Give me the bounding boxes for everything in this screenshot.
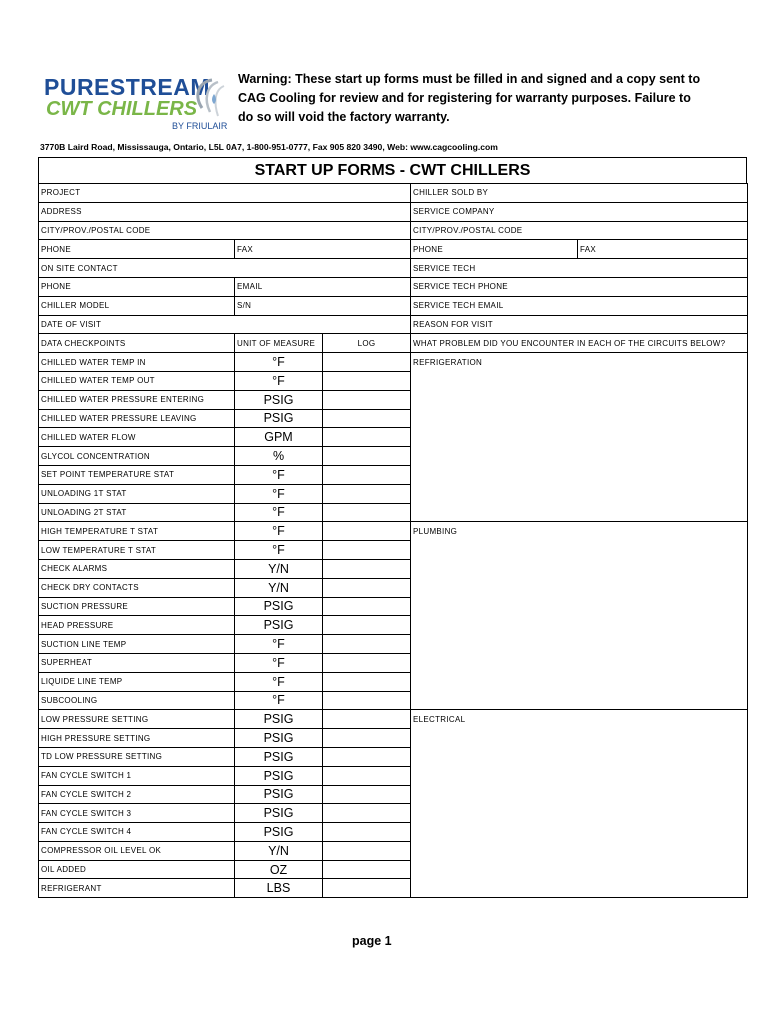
unit-of-measure: PSIG: [235, 616, 323, 635]
unit-of-measure: Y/N: [235, 559, 323, 578]
checkpoint-label: CHECK ALARMS: [39, 559, 235, 578]
log-entry-field[interactable]: [323, 353, 411, 372]
unit-of-measure: °F: [235, 653, 323, 672]
checkpoint-label: COMPRESSOR OIL LEVEL OK: [39, 841, 235, 860]
service-phone-field[interactable]: PHONE: [411, 240, 578, 259]
checkpoint-label: REFRIGERANT: [39, 879, 235, 898]
checkpoint-row: [39, 710, 748, 729]
log-entry-field[interactable]: [323, 597, 411, 616]
unit-of-measure: °F: [235, 691, 323, 710]
log-entry-field[interactable]: [323, 428, 411, 447]
checkpoint-label: SUBCOOLING: [39, 691, 235, 710]
startup-form-table: [38, 183, 748, 898]
data-checkpoints-header: DATA CHECKPOINTS: [39, 334, 235, 353]
form-row: [39, 315, 748, 334]
log-entry-field[interactable]: [323, 541, 411, 560]
checkpoint-label: GLYCOL CONCENTRATION: [39, 447, 235, 466]
form-row: [39, 259, 748, 278]
unit-of-measure: PSIG: [235, 710, 323, 729]
checkpoint-label: SUCTION PRESSURE: [39, 597, 235, 616]
log-entry-field[interactable]: [323, 710, 411, 729]
unit-of-measure: PSIG: [235, 597, 323, 616]
service-tech-email-field[interactable]: SERVICE TECH EMAIL: [411, 296, 748, 315]
checkpoint-label: LOW TEMPERATURE T STAT: [39, 541, 235, 560]
checkpoints-header-row: [39, 334, 748, 353]
unit-of-measure: %: [235, 447, 323, 466]
log-entry-field[interactable]: [323, 371, 411, 390]
checkpoint-label: SUCTION LINE TEMP: [39, 635, 235, 654]
form-row: [39, 240, 748, 259]
log-entry-field[interactable]: [323, 409, 411, 428]
checkpoint-label: FAN CYCLE SWITCH 1: [39, 766, 235, 785]
unit-of-measure: PSIG: [235, 823, 323, 842]
logo-maker-text: BY FRIULAIR: [172, 121, 228, 131]
log-entry-field[interactable]: [323, 635, 411, 654]
unit-of-measure: Y/N: [235, 841, 323, 860]
checkpoint-label: TD LOW PRESSURE SETTING: [39, 747, 235, 766]
unit-of-measure: °F: [235, 484, 323, 503]
address-field[interactable]: ADDRESS: [39, 202, 411, 221]
unit-of-measure: PSIG: [235, 729, 323, 748]
checkpoint-label: HEAD PRESSURE: [39, 616, 235, 635]
log-header: LOG: [323, 334, 411, 353]
refrigeration-notes[interactable]: REFRIGERATION: [411, 353, 748, 522]
checkpoint-label: UNLOADING 1T STAT: [39, 484, 235, 503]
log-entry-field[interactable]: [323, 484, 411, 503]
log-entry-field[interactable]: [323, 672, 411, 691]
log-entry-field[interactable]: [323, 729, 411, 748]
unit-of-measure-header: UNIT OF MEASURE: [235, 334, 323, 353]
service-fax-field[interactable]: FAX: [578, 240, 748, 259]
log-entry-field[interactable]: [323, 578, 411, 597]
on-site-contact-field[interactable]: ON SITE CONTACT: [39, 259, 411, 278]
serial-number-field[interactable]: S/N: [235, 296, 411, 315]
unit-of-measure: °F: [235, 541, 323, 560]
project-field[interactable]: PROJECT: [39, 184, 411, 203]
checkpoint-label: HIGH TEMPERATURE T STAT: [39, 522, 235, 541]
checkpoint-label: OIL ADDED: [39, 860, 235, 879]
checkpoint-label: CHECK DRY CONTACTS: [39, 578, 235, 597]
electrical-notes[interactable]: ELECTRICAL: [411, 710, 748, 898]
phone-field[interactable]: PHONE: [39, 240, 235, 259]
page-number: page 1: [352, 934, 392, 948]
checkpoint-label: CHILLED WATER TEMP IN: [39, 353, 235, 372]
log-entry-field[interactable]: [323, 616, 411, 635]
log-entry-field[interactable]: [323, 503, 411, 522]
log-entry-field[interactable]: [323, 691, 411, 710]
unit-of-measure: PSIG: [235, 804, 323, 823]
contact-phone-field[interactable]: PHONE: [39, 277, 235, 296]
unit-of-measure: °F: [235, 522, 323, 541]
service-tech-phone-field[interactable]: SERVICE TECH PHONE: [411, 277, 748, 296]
checkpoint-label: FAN CYCLE SWITCH 2: [39, 785, 235, 804]
log-entry-field[interactable]: [323, 522, 411, 541]
log-entry-field[interactable]: [323, 804, 411, 823]
unit-of-measure: °F: [235, 503, 323, 522]
unit-of-measure: OZ: [235, 860, 323, 879]
log-entry-field[interactable]: [323, 785, 411, 804]
unit-of-measure: °F: [235, 465, 323, 484]
log-entry-field[interactable]: [323, 860, 411, 879]
checkpoint-label: CHILLED WATER FLOW: [39, 428, 235, 447]
logo-brand-text: PURESTREAM: [44, 74, 211, 100]
logo-swirl-icon: [188, 74, 236, 124]
plumbing-notes[interactable]: PLUMBING: [411, 522, 748, 710]
checkpoint-label: FAN CYCLE SWITCH 3: [39, 804, 235, 823]
logo-product-text: CWT CHILLERS: [46, 98, 198, 120]
log-entry-field[interactable]: [323, 447, 411, 466]
log-entry-field[interactable]: [323, 823, 411, 842]
unit-of-measure: °F: [235, 353, 323, 372]
unit-of-measure: PSIG: [235, 747, 323, 766]
form-row: [39, 202, 748, 221]
date-of-visit-field[interactable]: DATE OF VISIT: [39, 315, 411, 334]
checkpoint-label: HIGH PRESSURE SETTING: [39, 729, 235, 748]
service-company-field[interactable]: SERVICE COMPANY: [411, 202, 748, 221]
checkpoint-label: SET POINT TEMPERATURE STAT: [39, 465, 235, 484]
unit-of-measure: °F: [235, 672, 323, 691]
form-row: [39, 184, 748, 203]
problem-header: WHAT PROBLEM DID YOU ENCOUNTER IN EACH OF THE CIRCUITS BELOW?: [411, 334, 748, 353]
checkpoint-label: SUPERHEAT: [39, 653, 235, 672]
unit-of-measure: Y/N: [235, 578, 323, 597]
log-entry-field[interactable]: [323, 766, 411, 785]
service-city-field[interactable]: CITY/PROV./POSTAL CODE: [411, 221, 748, 240]
unit-of-measure: LBS: [235, 879, 323, 898]
unit-of-measure: PSIG: [235, 785, 323, 804]
log-entry-field[interactable]: [323, 841, 411, 860]
company-address: 3770B Laird Road, Mississauga, Ontario, L5L 0A7, 1-800-951-0777, Fax 905 820 3490, Web: www.cagcooling.com: [40, 142, 498, 152]
fax-field[interactable]: FAX: [235, 240, 411, 259]
checkpoint-label: FAN CYCLE SWITCH 4: [39, 823, 235, 842]
form-row: [39, 277, 748, 296]
city-field[interactable]: CITY/PROV./POSTAL CODE: [39, 221, 411, 240]
log-entry-field[interactable]: [323, 879, 411, 898]
reason-for-visit-field[interactable]: REASON FOR VISIT: [411, 315, 748, 334]
unit-of-measure: °F: [235, 371, 323, 390]
log-entry-field[interactable]: [323, 390, 411, 409]
checkpoint-row: [39, 353, 748, 372]
checkpoint-label: CHILLED WATER PRESSURE LEAVING: [39, 409, 235, 428]
form-title: START UP FORMS - CWT CHILLERS: [38, 157, 747, 184]
purestream-logo: [38, 70, 238, 132]
email-field[interactable]: EMAIL: [235, 277, 411, 296]
checkpoint-label: CHILLED WATER PRESSURE ENTERING: [39, 390, 235, 409]
chiller-model-field[interactable]: CHILLER MODEL: [39, 296, 235, 315]
unit-of-measure: PSIG: [235, 390, 323, 409]
service-tech-field[interactable]: SERVICE TECH: [411, 259, 748, 278]
warranty-warning: Warning: These start up forms must be filled in and signed and a copy sent to CAG Cooling for review and for registering for warranty purposes. Failure to do so will void the factory warranty.: [238, 72, 701, 124]
unit-of-measure: GPM: [235, 428, 323, 447]
checkpoint-row: [39, 522, 748, 541]
form-row: [39, 221, 748, 240]
checkpoint-label: LOW PRESSURE SETTING: [39, 710, 235, 729]
log-entry-field[interactable]: [323, 559, 411, 578]
checkpoint-label: CHILLED WATER TEMP OUT: [39, 371, 235, 390]
unit-of-measure: PSIG: [235, 766, 323, 785]
checkpoint-label: LIQUIDE LINE TEMP: [39, 672, 235, 691]
log-entry-field[interactable]: [323, 747, 411, 766]
log-entry-field[interactable]: [323, 653, 411, 672]
form-row: [39, 296, 748, 315]
unit-of-measure: °F: [235, 635, 323, 654]
checkpoint-label: UNLOADING 2T STAT: [39, 503, 235, 522]
chiller-sold-by-field[interactable]: CHILLER SOLD BY: [411, 184, 748, 203]
unit-of-measure: PSIG: [235, 409, 323, 428]
log-entry-field[interactable]: [323, 465, 411, 484]
